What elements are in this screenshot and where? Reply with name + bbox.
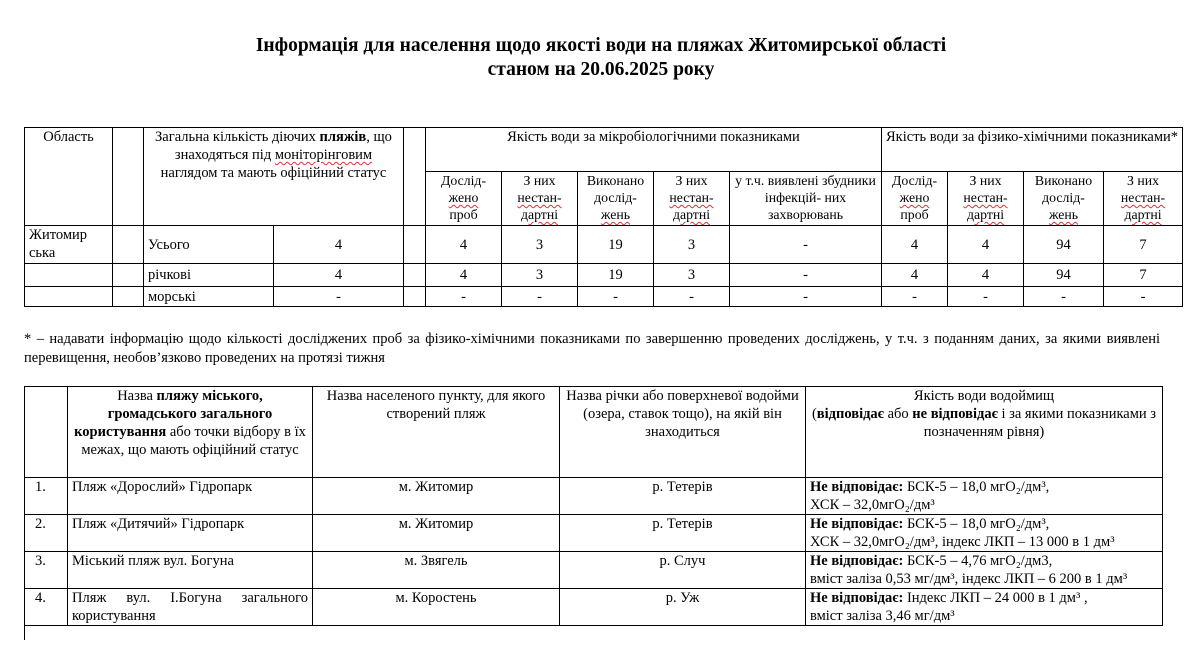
header-physchem: Якість води за фізико-хімічними показниками* [882, 128, 1183, 172]
locality: м. Житомир [313, 478, 560, 515]
row-total: 4 [274, 226, 404, 264]
header-spacer-2 [404, 128, 426, 226]
summary-table [24, 127, 1183, 307]
cell-p3: - [1024, 287, 1104, 307]
cell-m1: 4 [426, 264, 502, 287]
table-row [25, 226, 1183, 264]
header-spacer [113, 128, 144, 226]
beach-name: Пляж «Дитячий» Гідропарк [68, 515, 313, 552]
cell-m2: 3 [502, 226, 578, 264]
locality: м. Житомир [313, 515, 560, 552]
cell-m1: - [426, 287, 502, 307]
sub-p-researched: Дослід- жено проб [882, 172, 948, 226]
row-label: річкові [144, 264, 274, 287]
cell-m4: 3 [654, 264, 730, 287]
sub-m-nonstandard: З них нестан- дартні [502, 172, 578, 226]
header-total-text: Загальна кількість діючих [155, 129, 320, 145]
quality: Не відповідає: Індекс ЛКП – 24 000 в 1 дм³ , вміст заліза 3,46 мг/дм³ [806, 589, 1163, 626]
cell-m2: - [502, 287, 578, 307]
row-total: - [274, 287, 404, 307]
cell-m2: 3 [502, 264, 578, 287]
row-total: 4 [274, 264, 404, 287]
locality: м. Звягель [313, 552, 560, 589]
table-row [25, 552, 1163, 589]
sub-m-researched: Дослід- жено проб [426, 172, 502, 226]
quality: Не відповідає: БСК-5 – 18,0 мгО₂/дм³, ХСК – 32,0мгО₂/дм³ [806, 478, 1163, 515]
cell-p1: 4 [882, 226, 948, 264]
cell-p1: - [882, 287, 948, 307]
cell-p1: 4 [882, 264, 948, 287]
cell-p4: - [1104, 287, 1183, 307]
cell-m4: - [654, 287, 730, 307]
cell-p2: - [948, 287, 1024, 307]
beach-table [24, 386, 1163, 626]
header-river: Назва річки або поверхневої водойми (озера, ставок тощо), на якій він знаходиться [560, 387, 806, 478]
cell-p4: 7 [1104, 264, 1183, 287]
cell-p3: 94 [1024, 226, 1104, 264]
header-region: Область [25, 128, 113, 226]
table-row [25, 478, 1163, 515]
locality: м. Коростень [313, 589, 560, 626]
sub-p-done-nonstandard: З них нестан- дартні [1104, 172, 1183, 226]
cell-m5: - [730, 226, 882, 264]
sub-m-done-nonstandard: З них нестан- дартні [654, 172, 730, 226]
table-row [25, 287, 1183, 307]
header-beach-name: Назва пляжу міського, громадського загального користування або точки відбору в їх межах, що мають офіційний статус [68, 387, 313, 478]
row-label: морські [144, 287, 274, 307]
row-label: Усього [144, 226, 274, 264]
river: р. Уж [560, 589, 806, 626]
title-line-2: станом на 20.06.2025 року [487, 59, 715, 80]
sub-p-done: Виконано дослід- жень [1024, 172, 1104, 226]
footnote: * – надавати інформацію щодо кількості досліджених проб за фізико-хімічними показниками по завершенню проведених досліджень, у т.ч. з поданням даних, за якими виявлені перевищення, необов’язково проведених на протязі тижня [24, 331, 1160, 366]
region-name: Житомир ська [25, 226, 113, 264]
cell-p4: 7 [1104, 226, 1183, 264]
river: р. Тетерів [560, 515, 806, 552]
header-locality: Назва населеного пункту, для якого створений пляж [313, 387, 560, 478]
header-total-squig: моніторінговим [274, 147, 373, 163]
header-total-beaches [144, 128, 404, 226]
sub-p-nonstandard: З них нестан- дартні [948, 172, 1024, 226]
quality: Не відповідає: БСК-5 – 4,76 мгО₂/дм3, вміст заліза 0,53 мг/дм³, індекс ЛКП – 6 200 в 1 дм³ [806, 552, 1163, 589]
quality: Не відповідає: БСК-5 – 18,0 мгО₂/дм³, ХСК – 32,0мгО₂/дм³, індекс ЛКП – 13 000 в 1 дм³ [806, 515, 1163, 552]
sub-m-pathogens: у т.ч. виявлені збудники інфекцій- них захворювань [730, 172, 882, 226]
header-total-bold: пляжів [319, 129, 367, 145]
table-row [25, 589, 1163, 626]
header-number [25, 387, 68, 478]
cell-m5: - [730, 264, 882, 287]
sub-m-done: Виконано дослід- жень [578, 172, 654, 226]
header-total-text-mid: , що знаходяться під [174, 129, 392, 163]
cell-p2: 4 [948, 264, 1024, 287]
header-total-text-post: наглядом та мають офіційний статус [160, 165, 387, 181]
beach-name: Пляж «Дорослий» Гідропарк [68, 478, 313, 515]
cell-p3: 94 [1024, 264, 1104, 287]
header-microbiology: Якість води за мікробіологічними показниками [426, 128, 882, 172]
cell-p2: 4 [948, 226, 1024, 264]
row-number: 2. [25, 515, 68, 552]
row-number: 4. [25, 589, 68, 626]
table-row [25, 264, 1183, 287]
beach-name: Міський пляж вул. Богуна [68, 552, 313, 589]
cell-m3: 19 [578, 264, 654, 287]
river: р. Тетерів [560, 478, 806, 515]
page-title [0, 34, 1202, 82]
table-row [25, 515, 1163, 552]
beach-name: Пляж вул. І.Богуна загального користування [68, 589, 313, 626]
row-number: 3. [25, 552, 68, 589]
cell-m3: 19 [578, 226, 654, 264]
header-quality: Якість води водоймищ (відповідає або не відповідає і за якими показниками з позначенням рівня) [806, 387, 1163, 478]
cell-m1: 4 [426, 226, 502, 264]
cell-m4: 3 [654, 226, 730, 264]
cell-m3: - [578, 287, 654, 307]
river: р. Случ [560, 552, 806, 589]
margin-marker [24, 622, 25, 640]
cell-m5: - [730, 287, 882, 307]
title-line-1: Інформація для населення щодо якості води на пляжах Житомирської області [255, 35, 947, 56]
row-number: 1. [25, 478, 68, 515]
